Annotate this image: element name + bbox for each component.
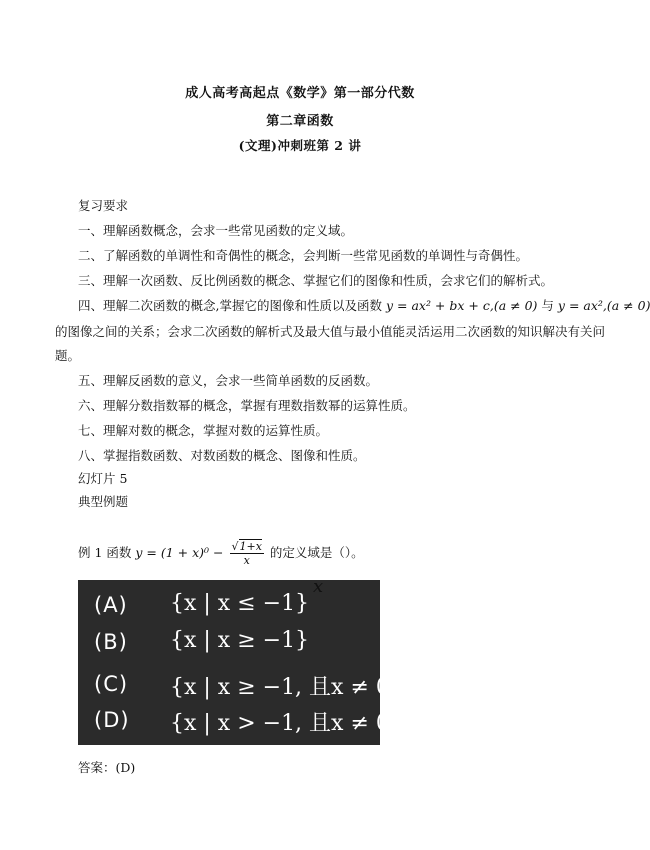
option-b	[78, 630, 380, 662]
review-item-8: 八、掌握指数函数、对数函数的概念、图像和性质。	[78, 448, 366, 463]
example-1-fraction	[230, 541, 264, 566]
review-item-3: 三、理解一次函数、反比例函数的概念、掌握它们的图像和性质，会求它们的解析式。	[78, 273, 554, 288]
option-b-label: (B)	[94, 630, 128, 654]
stray-x-symbol: x	[313, 576, 324, 597]
option-c	[78, 672, 404, 704]
option-d-set: {x | x > −1, 且x ≠ 0}	[170, 711, 404, 736]
quadratic-formula-simple: y = ax²,(a ≠ 0)	[557, 298, 650, 313]
option-d	[78, 708, 404, 740]
fraction-denominator: x	[243, 554, 250, 567]
example-1-formula: y = (1 + x)⁰ −	[135, 545, 224, 560]
answer-options-panel	[78, 580, 404, 745]
review-item-4-continued: 的图像之间的关系；会求二次函数的解析式及最大值与最小值能灵活运用二次函数的知识解决有关问	[55, 324, 606, 339]
review-item-7: 七、理解对数的概念，掌握对数的运算性质。	[78, 423, 329, 438]
review-item-4-connector: 与	[541, 298, 554, 313]
example-1-answer: 答案：(D)	[78, 760, 136, 775]
option-d-label: (D)	[94, 708, 130, 732]
review-item-6: 六、理解分数指数幂的概念，掌握有理数指数幂的运算性质。	[78, 398, 416, 413]
review-item-4-text: 四、理解二次函数的概念,掌握它的图像和性质以及函数	[78, 298, 382, 313]
fraction-numerator: √1+x	[231, 540, 262, 553]
option-c-set: {x | x ≥ −1, 且x ≠ 0}	[170, 675, 404, 700]
lecture-title: (文理)冲刺班第 2 讲	[238, 138, 362, 153]
document-title: 成人高考高起点《数学》第一部分代数	[185, 86, 415, 101]
option-a-label: (A)	[94, 593, 128, 617]
example-1-suffix: 的定义域是（）。	[269, 545, 364, 560]
review-item-1: 一、理解函数概念，会求一些常见函数的定义域。	[78, 223, 354, 238]
review-item-4-end: 题。	[55, 348, 81, 363]
option-c-label: (C)	[94, 672, 129, 696]
review-item-2: 二、了解函数的单调性和奇偶性的概念，会判断一些常见函数的单调性与奇偶性。	[78, 248, 529, 263]
example-heading: 典型例题	[78, 494, 129, 509]
review-item-4	[78, 296, 650, 314]
example-1-question	[78, 541, 364, 566]
quadratic-formula: y = ax² + bx + c,(a ≠ 0)	[385, 298, 538, 313]
option-a-set: {x | x ≤ −1}	[170, 591, 310, 616]
option-b-set: {x | x ≥ −1}	[170, 628, 310, 653]
chapter-title: 第二章函数	[266, 114, 334, 129]
review-heading: 复习要求	[78, 198, 129, 213]
review-item-5: 五、理解反函数的意义，会求一些简单函数的反函数。	[78, 373, 379, 388]
example-1-prefix: 例 1 函数	[78, 545, 132, 560]
slide-label: 幻灯片 5	[78, 471, 128, 486]
option-a	[78, 593, 380, 625]
